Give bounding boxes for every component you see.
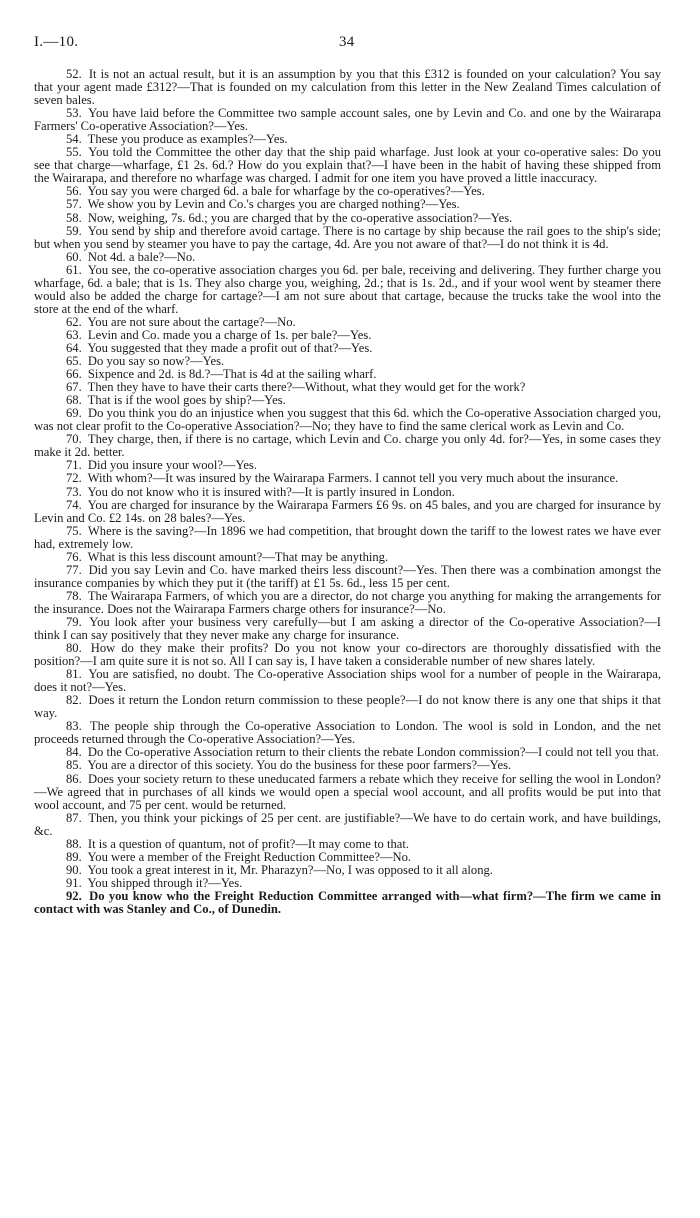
question-answer-paragraph xyxy=(34,590,661,616)
question-answer-text: Where is the saving?—In 1896 we had competition, that brought down the tariff to the lowest rates we have ever had, extremely low. xyxy=(34,523,661,551)
question-number: 67. xyxy=(66,380,82,395)
question-number: 92. xyxy=(66,888,82,903)
question-number: 76. xyxy=(66,549,82,564)
question-answer-text: Sixpence and 2d. is 8d.?—That is 4d at the sailing wharf. xyxy=(87,367,377,382)
question-number: 79. xyxy=(66,614,82,629)
question-answer-text: You are a director of this society. You do the business for these poor farmers?—Yes. xyxy=(87,758,512,773)
question-number: 81. xyxy=(66,667,82,682)
question-number: 75. xyxy=(66,523,82,538)
question-answer-text: What is this less discount amount?—That may be anything. xyxy=(87,549,389,564)
question-number: 54. xyxy=(66,132,82,147)
question-number: 89. xyxy=(66,849,82,864)
question-answer-text: It is not an actual result, but it is an assumption by you that this £312 is founded on your calculation? You say that your agent made £312?—That is founded on my calculation from this letter in the New Zealand Times calculation of seven bales. xyxy=(34,67,661,108)
question-answer-text: You see, the co-operative association charges you 6d. per bale, receiving and delivering. They further charge you wharfage, 6d. a bale; that is 1s. They also charge you, weighing, 2d.; that is 1s. 2d., and if your wool went by steamer there would also be added the charge for cartage?—I am not sure about that cartage, because the trucks take the wool into the store at the end of the wharf. xyxy=(34,262,661,316)
question-answer-text: You say you were charged 6d. a bale for wharfage by the co-operatives?—Yes. xyxy=(87,184,485,199)
question-number: 80. xyxy=(66,641,82,656)
question-answer-text: Do you know who the Freight Reduction Committee arranged with—what firm?—The firm we came in contact with was Stanley and Co., of Dunedin. xyxy=(34,888,661,916)
question-number: 64. xyxy=(66,340,82,355)
question-answer-paragraph xyxy=(34,642,661,668)
question-answer-text: They charge, then, if there is no cartage, which Levin and Co. charge you only 4d. for?—Yes, in some cases they make it 2d. better. xyxy=(34,432,662,460)
question-answer-text: You send by ship and therefore avoid cartage. There is no cartage by ship because the rail goes to the ship's side; but when you send by steamer you have to pay the cartage, 4d. Are you not aware of that?—I do not think it is 4d. xyxy=(34,223,661,251)
question-answer-text: These you produce as examples?—Yes. xyxy=(87,132,288,147)
question-answer-text: With whom?—It was insured by the Wairarapa Farmers. I cannot tell you very much about the insurance. xyxy=(87,471,619,486)
question-answer-text: Did you say Levin and Co. have marked theirs less discount?—Yes. Then there was a combination amongst the insurance companies by which they put it (the tariff) at £1 5s. 6d., less 15 per cent. xyxy=(34,562,661,590)
question-number: 70. xyxy=(66,432,82,447)
question-answer-text: Then, you think your pickings of 25 per cent. are justifiable?—We have to do certain work, and have buildings, &c. xyxy=(34,810,662,838)
question-number: 53. xyxy=(66,106,82,121)
question-answer-paragraph xyxy=(34,264,661,316)
question-answer-paragraph xyxy=(34,694,661,720)
question-answer-text: Not 4d. a bale?—No. xyxy=(87,249,196,264)
question-number: 62. xyxy=(66,314,82,329)
question-number: 59. xyxy=(66,223,82,238)
question-number: 72. xyxy=(66,471,82,486)
question-number: 90. xyxy=(66,862,82,877)
question-answer-text: You told the Committee the other day that the ship paid wharfage. Just look at your co-operative sales: Do you see that charge—wharfage, £1 2s. 6d.? How do you explain that?—I have been in the habit of having these shipped from the Wairarapa, and therefore no wharfage was charged. I admit for one item you have proved a little inaccuracy. xyxy=(34,145,661,186)
question-answer-text: Did you insure your wool?—Yes. xyxy=(87,458,257,473)
document-reference: I.—10. xyxy=(34,34,79,50)
question-number: 78. xyxy=(66,588,82,603)
question-number: 58. xyxy=(66,210,82,225)
question-number: 69. xyxy=(66,406,82,421)
question-answer-paragraph xyxy=(34,668,661,694)
question-answer-text: You look after your business very carefully—but I am asking a director of the Co-operative Association?—I think I can say positively that they never make any charge for insurance. xyxy=(34,614,661,643)
question-number: 91. xyxy=(66,875,82,890)
question-answer-paragraph xyxy=(34,433,661,459)
question-answer-paragraph xyxy=(34,890,661,916)
testimony-body xyxy=(34,68,661,916)
question-answer-text: Do you think you do an injustice when you suggest that this 6d. which the Co-operative Association charged you, was not clear profit to the Co-operative Association?—No; they have to find the same clerical work as Levin and Co. xyxy=(34,406,661,434)
question-number: 68. xyxy=(66,393,82,408)
document-page xyxy=(34,34,661,916)
question-number: 71. xyxy=(66,458,82,473)
question-answer-text: You took a great interest in it, Mr. Pharazyn?—No, I was opposed to it all along. xyxy=(87,862,493,877)
question-number: 86. xyxy=(66,771,82,786)
question-answer-text: The people ship through the Co-operative Association to London. The wool is sold in London, and the net proceeds returned through the Co-operative Association?—Yes. xyxy=(34,719,662,747)
question-number: 82. xyxy=(66,693,82,708)
question-number: 63. xyxy=(66,327,82,342)
question-answer-paragraph xyxy=(34,68,661,107)
question-number: 84. xyxy=(66,745,82,760)
question-number: 73. xyxy=(66,484,82,499)
question-answer-text: Now, weighing, 7s. 6d.; you are charged that by the co-operative association?—Yes. xyxy=(87,210,513,225)
question-answer-paragraph xyxy=(34,525,661,551)
question-answer-paragraph xyxy=(34,720,661,746)
question-answer-paragraph xyxy=(34,225,661,251)
question-number: 85. xyxy=(66,758,82,773)
question-answer-paragraph xyxy=(34,812,661,838)
question-number: 56. xyxy=(66,184,82,199)
question-number: 61. xyxy=(66,262,82,277)
question-answer-text: You suggested that they made a profit out of that?—Yes. xyxy=(87,340,373,355)
question-answer-paragraph xyxy=(34,107,661,133)
page-number: 34 xyxy=(339,34,355,50)
question-number: 52. xyxy=(66,67,82,81)
question-answer-paragraph xyxy=(34,407,661,433)
question-number: 66. xyxy=(66,367,82,382)
question-number: 55. xyxy=(66,145,82,160)
question-answer-text: Then they have to have their carts there?—Without, what they would get for the work? xyxy=(87,380,526,395)
question-answer-text: You are not sure about the cartage?—No. xyxy=(87,314,296,329)
question-answer-paragraph xyxy=(34,146,661,185)
question-answer-text: We show you by Levin and Co.'s charges you are charged nothing?—Yes. xyxy=(87,197,460,212)
question-answer-text: Does it return the London return commission to these people?—I do not know there is any one that ships it that way. xyxy=(34,693,661,721)
question-number: 74. xyxy=(66,497,82,512)
question-number: 60. xyxy=(66,249,82,264)
question-answer-text: That is if the wool goes by ship?—Yes. xyxy=(87,393,286,408)
question-answer-text: The Wairarapa Farmers, of which you are a director, do not charge you anything for making the arrangements for the insurance. Does not the Wairarapa Farmers charge others for insurance?—No. xyxy=(34,588,662,616)
question-answer-text: It is a question of quantum, not of profit?—It may come to that. xyxy=(87,836,409,851)
question-answer-paragraph xyxy=(34,499,661,525)
question-answer-text: You are satisfied, no doubt. The Co-operative Association ships wool for a number of people in the Wairarapa, does it not?—Yes. xyxy=(34,667,662,695)
question-answer-text: You are charged for insurance by the Wairarapa Farmers £6 9s. on 45 bales, and you are charged for insurance by Levin and Co. £2 14s. on 28 bales?—Yes. xyxy=(34,497,661,525)
question-number: 77. xyxy=(66,562,82,577)
question-answer-paragraph xyxy=(34,773,661,812)
question-number: 65. xyxy=(66,354,82,369)
question-answer-text: You have laid before the Committee two sample account sales, one by Levin and Co. and one by the Wairarapa Farmers' Co-operative Association?—Yes. xyxy=(34,106,661,134)
page-header xyxy=(34,34,661,58)
question-answer-text: Does your society return to these uneducated farmers a rebate which they receive for selling the wool in London?—We agreed that in purchases of all kinds we would open a special wool account, and all profits would be put into that wool account, and 75 per cent. would be returned. xyxy=(34,771,661,812)
question-answer-text: Do you say so now?—Yes. xyxy=(87,354,225,369)
question-answer-text: You were a member of the Freight Reduction Committee?—No. xyxy=(87,849,412,864)
question-answer-paragraph xyxy=(34,564,661,590)
question-number: 87. xyxy=(66,810,82,825)
question-answer-text: How do they make their profits? Do you not know your co-directors are thoroughly dissatisfied with the position?—I am quite sure it is not so. All I can say is, I have taken a considerable number of new shares lately. xyxy=(34,641,661,669)
question-answer-paragraph xyxy=(34,616,661,642)
question-number: 57. xyxy=(66,197,82,212)
question-number: 88. xyxy=(66,836,82,851)
question-answer-text: Levin and Co. made you a charge of 1s. per bale?—Yes. xyxy=(87,327,372,342)
question-answer-text: Do the Co-operative Association return to their clients the rebate London commission?—I could not tell you that. xyxy=(87,745,660,760)
question-answer-text: You do not know who it is insured with?—It is partly insured in London. xyxy=(87,484,455,499)
question-answer-text: You shipped through it?—Yes. xyxy=(87,875,243,890)
question-number: 83. xyxy=(66,719,82,734)
